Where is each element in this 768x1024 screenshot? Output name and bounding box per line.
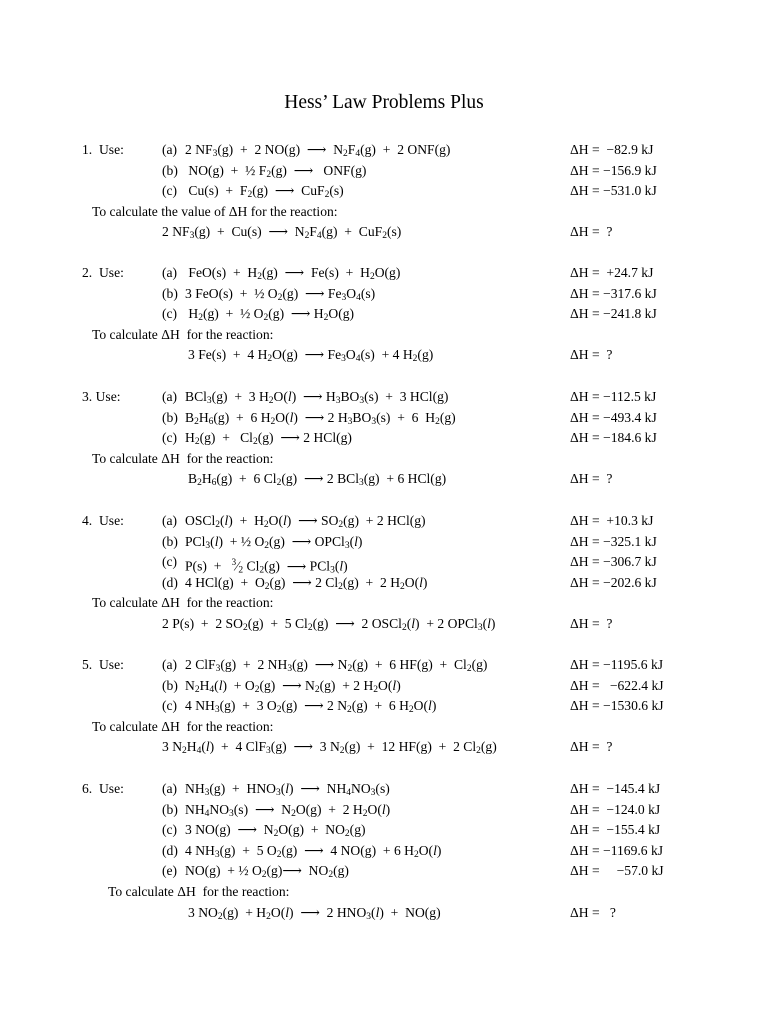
step-equation: $P(s) + ^3⁄_2$ $Cl_2(g)$ ⟶ PCl$_3$(l) <box>185 557 348 576</box>
step-label: (c) <box>162 306 178 322</box>
calc-instruction: To calculate ΔH for the reaction: <box>108 884 290 899</box>
step-enthalpy: ΔH = +24.7 kJ <box>570 265 654 280</box>
step-enthalpy: ΔH = −184.6 kJ <box>570 430 657 446</box>
step-label: (a) <box>162 513 178 528</box>
step-enthalpy: ΔH = −1195.6 kJ <box>570 657 664 672</box>
problem-number: 5. Use: <box>82 657 124 672</box>
target-enthalpy: ΔH = ? <box>570 904 616 920</box>
target-equation: 2 $NF_3(g) + Cu(s)$ ⟶ $N_2F_4(g) + CuF_2(s)$ <box>162 224 402 242</box>
step-label: (a) <box>162 657 178 672</box>
step-enthalpy: ΔH = −317.6 kJ <box>570 285 657 301</box>
problem-number: 4. Use: <box>82 513 124 528</box>
page-title: Hess’ Law Problems Plus <box>284 92 484 113</box>
step-equation: $B_2H_6(g) + 6$ $H_2O(l)$ ⟶ 2 $H_3BO_3(s) + 6$ $H_2(g)$ <box>185 409 456 427</box>
target-enthalpy: ΔH = ? <box>570 347 613 363</box>
step-equation: OSCl$_2$(l) + $H_2O(l)$ ⟶ $SO_2(g) + 2$ HCl(g) <box>185 513 426 530</box>
step-label: (b) <box>162 677 178 693</box>
problem-number: 1. Use: <box>82 142 124 157</box>
step-enthalpy: ΔH = −112.5 kJ <box>570 389 657 404</box>
target-equation: 3 $NO_2(g) + H_2O(l)$ ⟶ 2 $HNO_3(l) + NO(g)$ <box>188 904 441 922</box>
step-enthalpy: ΔH = −1530.6 kJ <box>570 698 664 714</box>
step-label: (d) <box>162 842 178 858</box>
step-enthalpy: ΔH = −325.1 kJ <box>570 533 657 549</box>
step-label: (c) <box>162 430 178 446</box>
step-label: (d) <box>162 574 178 590</box>
step-enthalpy: ΔH = −306.7 kJ <box>570 554 657 570</box>
step-enthalpy: ΔH = −155.4 kJ <box>570 822 661 838</box>
calc-instruction: To calculate the value of ΔH for the reaction: <box>92 203 338 219</box>
target-equation: 2 P(s) + 2 $SO_2(g) + 5$ $Cl_2(g)$ ⟶ 2 OSCl$_2$(l) + 2 OPCl$_3$(l) <box>162 616 496 633</box>
step-label: (c) <box>162 554 178 570</box>
step-equation: $N_2H_4(l) + O_2(g)$ ⟶ $N_2(g) + 2$ $H_2O(l)$ <box>185 677 401 695</box>
step-equation: NO(g) + ½ $O_2(g)⟶$ $NO_2(g)$ <box>185 863 349 881</box>
step-enthalpy: ΔH = −622.4 kJ <box>570 677 664 693</box>
step-equation: 3 NO(g) ⟶ $N_2O(g) + NO_2(g)$ <box>185 822 366 840</box>
step-label: (e) <box>162 863 178 879</box>
calc-instruction: To calculate ΔH for the reaction: <box>92 595 274 611</box>
step-label: (a) <box>162 389 178 404</box>
target-enthalpy: ΔH = ? <box>570 616 613 631</box>
step-equation: 4 $NH_3(g) + 5$ $O_2(g)$ ⟶ 4 NO(g) + 6 $H_2O(l)$ <box>185 842 442 860</box>
step-enthalpy: ΔH = −1169.6 kJ <box>570 842 664 858</box>
step-label: (a) <box>162 142 178 157</box>
step-label: (c) <box>162 698 178 714</box>
step-label: (c) <box>162 822 178 838</box>
target-equation: 3 Fe(s) + 4 $H_2O(g)$ ⟶ $Fe_3O_4(s) + 4$ $H_2(g)$ <box>188 347 434 365</box>
step-equation: 2 $NF_3(g) + 2$ NO(g) ⟶ $N_2F_4(g) + 2$ ONF(g) <box>185 142 451 159</box>
problem-number: 3. Use: <box>82 389 121 404</box>
step-equation: 4 $HCl(g) + O_2(g)$ ⟶ 2 $Cl_2(g) + 2$ $H_2O(l)$ <box>185 574 428 592</box>
step-label: (b) <box>162 162 178 178</box>
step-equation: BCl$_3$(g) + 3 $H_2O(l)$ ⟶ $H_3BO_3(s) + 3$ HCl(g) <box>185 389 449 406</box>
step-enthalpy: ΔH = −124.0 kJ <box>570 801 661 817</box>
step-enthalpy: ΔH = −493.4 kJ <box>570 409 657 425</box>
step-equation: $H_2(g)$ + ½ $O_2(g)$ ⟶ $H_2O(g)$ <box>185 306 355 324</box>
step-equation: $H_2(g) + Cl_2(g)$ ⟶ 2 HCl(g) <box>185 430 352 448</box>
target-enthalpy: ΔH = ? <box>570 224 613 240</box>
step-label: (a) <box>162 265 178 280</box>
step-enthalpy: ΔH = +10.3 kJ <box>570 513 654 528</box>
step-enthalpy: ΔH = −202.6 kJ <box>570 574 657 590</box>
calc-instruction: To calculate ΔH for the reaction: <box>92 326 274 342</box>
target-equation: 3 $N_2H_4(l) + 4$ ClF$_3$(g) ⟶ 3 $N_2(g) + 12$ HF(g) + 2 $Cl_2(g)$ <box>162 739 497 757</box>
step-enthalpy: ΔH = −57.0 kJ <box>570 863 664 879</box>
step-equation: $NH_3(g) + HNO_3(l)$ ⟶ $NH_4NO_3(s)$ <box>185 781 390 798</box>
step-equation: 4 $NH_3(g) + 3$ $O_2(g)$ ⟶ 2 $N_2(g) + 6$ $H_2O(l)$ <box>185 698 437 716</box>
step-label: (b) <box>162 409 178 425</box>
step-enthalpy: ΔH = −156.9 kJ <box>570 162 657 178</box>
step-label: (b) <box>162 801 178 817</box>
step-enthalpy: ΔH = −531.0 kJ <box>570 183 657 199</box>
calc-instruction: To calculate ΔH for the reaction: <box>92 718 274 734</box>
step-label: (a) <box>162 781 178 796</box>
step-label: (c) <box>162 183 178 199</box>
step-label: (b) <box>162 285 178 301</box>
step-equation: $FeO(s) + H_2(g)$ ⟶ $Fe(s) + H_2O(g)$ <box>185 265 401 282</box>
step-equation: NO(g) + ½ $F_2(g)$ ⟶ ONF(g) <box>185 162 367 180</box>
step-equation: $NH_4NO_3(s)$ ⟶ $N_2O(g) + 2$ $H_2O(l)$ <box>185 801 391 819</box>
problem-number: 2. Use: <box>82 265 124 280</box>
step-label: (b) <box>162 533 178 549</box>
problem-number: 6. Use: <box>82 781 124 796</box>
calc-instruction: To calculate ΔH for the reaction: <box>92 450 274 466</box>
step-enthalpy: ΔH = −82.9 kJ <box>570 142 654 157</box>
step-enthalpy: ΔH = −145.4 kJ <box>570 781 661 796</box>
target-enthalpy: ΔH = ? <box>570 739 613 755</box>
target-enthalpy: ΔH = ? <box>570 471 613 487</box>
target-equation: $B_2H_6(g) + 6$ $Cl_2(g)$ ⟶ 2 BCl$_3$(g) + 6 HCl(g) <box>188 471 447 489</box>
step-equation: $Cu(s) + F_2(g)$ ⟶ CuF$_2$(s) <box>185 183 344 201</box>
step-equation: PCl$_3$(l) + ½ $O_2(g)$ ⟶ OPCl$_3$(l) <box>185 533 363 551</box>
step-enthalpy: ΔH = −241.8 kJ <box>570 306 657 322</box>
step-equation: 3 FeO(s) + ½ $O_2(g)$ ⟶ $Fe_3O_4(s)$ <box>185 285 376 303</box>
step-equation: 2 ClF$_3$(g) + 2 $NH_3(g)$ ⟶ $N_2(g) + 6$ $HF(g) + Cl_2(g)$ <box>185 657 488 674</box>
